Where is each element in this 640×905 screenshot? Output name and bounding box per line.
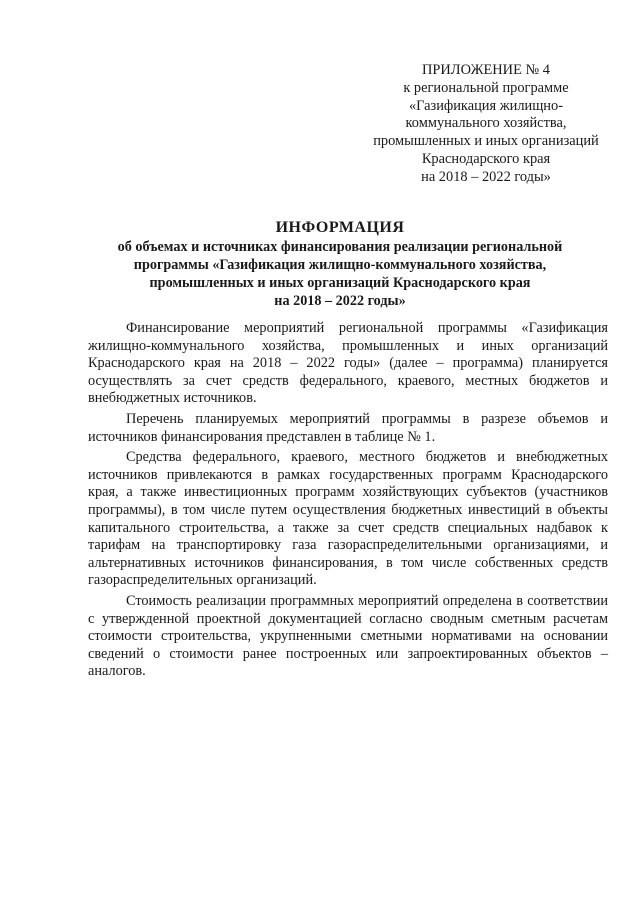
heading-subtitle-line: на 2018 – 2022 годы» [274,293,406,309]
heading-subtitle-line: промышленных и иных организаций Краснодарского края [149,275,531,291]
document-heading [90,219,590,310]
document-body [88,320,608,684]
paragraph-cost-estimate: Стоимость реализации программных мероприятий определена в соответствии с утвержденной проектной документацией согласно сводным сметным расчетам стоимости строительства, укрупненными сметными нормативами на основании сведений о стоимости ранее построенных или запроектированных объектов – аналогов. [88,592,608,680]
heading-subtitle-line: программы «Газификация жилищно-коммунального хозяйства, [133,257,547,273]
heading-subtitle-line: об объемах и источниках финансирования реализации региональной [117,239,563,255]
appendix-number: ПРИЛОЖЕНИЕ № 4 [422,62,550,78]
document-title: ИНФОРМАЦИЯ [275,219,405,236]
appendix-line: Краснодарского края [421,150,551,167]
paragraph-funding-sources: Средства федерального, краевого, местного бюджетов и внебюджетных источников привлекаются в рамках государственных программ Краснодарского края, а также инвестиционных программ хозяйствующих субъектов (участников программы), в том числе путем осуществления бюджетных инвестиций в объекты капитального строительства, а также за счет средств специальных надбавок к тарифам на транспортировку газа газораспределительными организациями, и альтернативных источников финансирования, в том числе собственных средств газораспределительных организаций. [88,449,608,589]
appendix-block [360,62,612,187]
appendix-line: к региональной программе [403,79,569,96]
paragraph-list-of-measures: Перечень планируемых мероприятий программы в разрезе объемов и источников финансирования представлен в таблице № 1. [88,410,608,445]
appendix-line: «Газификация жилищно- [408,97,564,114]
appendix-line: на 2018 – 2022 годы» [421,168,551,185]
appendix-line: коммунального хозяйства, [405,115,567,132]
appendix-line: промышленных и иных организаций [373,133,599,150]
paragraph-financing: Финансирование мероприятий региональной программы «Газификация жилищно-коммунального хозяйства, промышленных и иных организаций Краснодарского края на 2018 – 2022 годы» (далее – программа) планируется осуществлять за счет средств федерального, краевого, местных бюджетов и внебюджетных источников. [88,320,608,407]
